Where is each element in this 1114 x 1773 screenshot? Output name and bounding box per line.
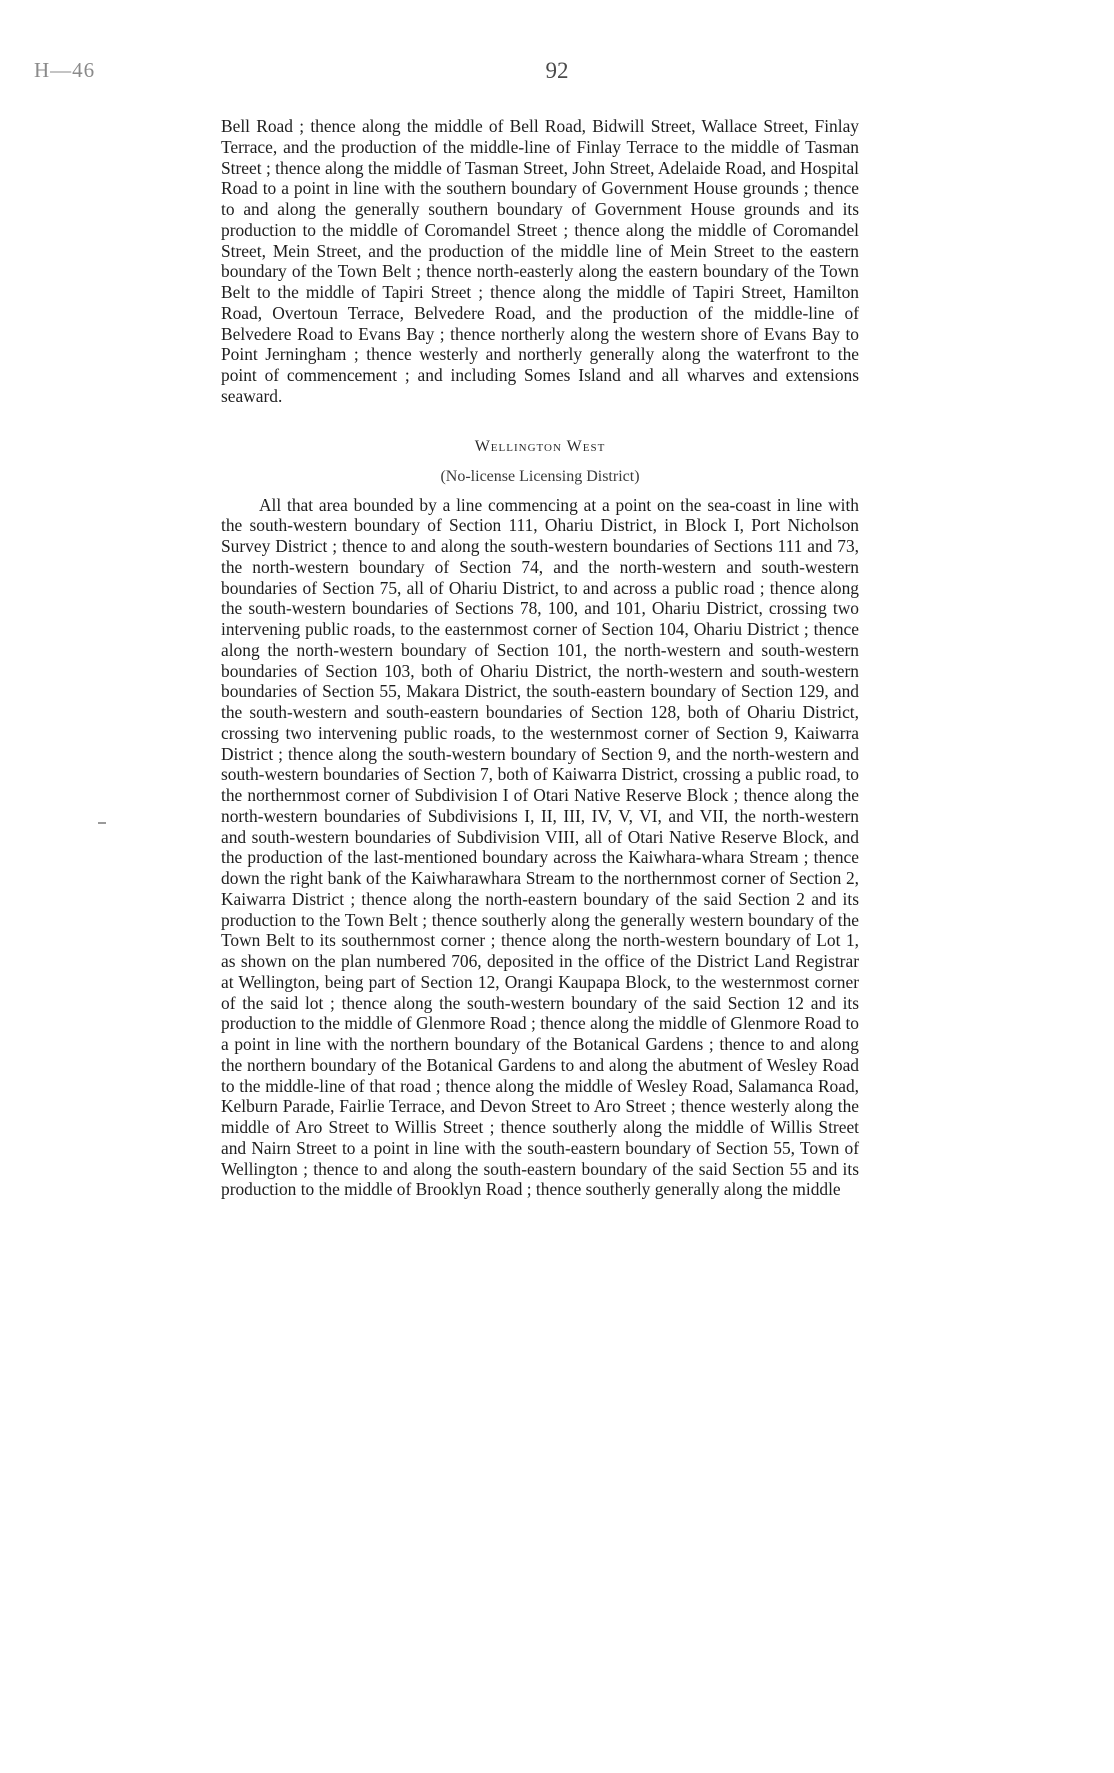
margin-mark (98, 822, 106, 824)
section-paragraph: All that area bounded by a line commencing at a point on the sea-coast in line with the south-western boundary of Section 111, Ohariu District, in Block I, Port Nicholson Survey District ; thence to and along the south-western boundaries of Sections 111 and 73, the north-western boundary of Section 74, and the north-western and south-western boundaries of Section 75, all of Ohariu District, to and across a public road ; thence along the south-western boundaries of Sections 78, 100, and 101, Ohariu District, crossing two intervening public roads, to the easternmost corner of Section 104, Ohariu District ; thence along the north-western boundary of Section 101, the north-western and south-western boundaries of Section 103, both of Ohariu District, the north-western and south-western boundaries of Section 55, Makara District, the south-eastern boundary of Section 129, and the south-western and south-eastern boundaries of Section 128, both of Ohariu District, crossing two intervening public roads, to the westernmost corner of Section 9, Kaiwarra District ; thence along the south-western boundary of Section 9, and the north-western and south-western boundaries of Section 7, both of Kaiwarra District, crossing a public road, to the northernmost corner of Subdivision I of Otari Native Reserve Block ; thence along the north-western boundaries of Subdivisions I, II, III, IV, V, VI, and VII, the north-western and south-western boundaries of Subdivision VIII, all of Otari Native Reserve Block, and the production of the last-mentioned boundary across the Kaiwhara-whara Stream ; thence down the right bank of the Kaiwharawhara Stream to the northernmost corner of Section 2, Kaiwarra District ; thence along the north-eastern boundary of the said Section 2 and its production to the Town Belt ; thence southerly along the generally western boundary of the Town Belt to its southernmost corner ; thence along the north-western boundary of Lot 1, as shown on the plan numbered 706, deposited in the office of the District Land Registrar at Wellington, being part of Section 12, Orangi Kaupapa Block, to the westernmost corner of the said lot ; thence along the south-western boundary of the said Section 12 and its production to the middle of Glenmore Road ; thence along the middle of Glenmore Road to a point in line with the northern boundary of the Botanical Gardens ; thence to and along the northern boundary of the Botanical Gardens to and along the abutment of Wesley Road to the middle-line of that road ; thence along the middle of Wesley Road, Salamanca Road, Kelburn Parade, Fairlie Terrace, and Devon Street to Aro Street ; thence westerly along the middle of Aro Street to Willis Street ; thence southerly along the middle of Willis Street and Nairn Street to a point in line with the south-eastern boundary of Section 55, Town of Wellington ; thence to and along the south-eastern boundary of the said Section 55 and its production to the middle of Brooklyn Road ; thence southerly generally along the middle (221, 494, 859, 1200)
section-heading: Wellington West (474, 437, 606, 455)
page-number: 92 (545, 58, 569, 83)
text-column (221, 116, 859, 1200)
page-ref: H—46 (34, 58, 96, 82)
continuation-paragraph: Bell Road ; thence along the middle of Bell Road, Bidwill Street, Wallace Street, Finlay Terrace, and the production of the middle-line of Finlay Terrace to the middle of Tasman Street ; thence along the middle of Tasman Street, John Street, Adelaide Road, and Hospital Road to a point in line with the southern boundary of Government House grounds ; thence to and along the generally southern boundary of Government House grounds and its production to the middle of Coromandel Street ; thence along the middle of Coromandel Street, Mein Street, and the production of the middle line of Mein Street to the eastern boundary of the Town Belt ; thence north-easterly along the eastern boundary of the Town Belt to the middle of Tapiri Street ; thence along the middle of Tapiri Street, Hamilton Road, Overtoun Terrace, Belvedere Road, and the production of the middle-line of Belvedere Road to Evans Bay ; thence northerly along the western shore of Evans Bay to Point Jerningham ; thence westerly and northerly generally along the waterfront to the point of commencement ; and including Somes Island and all wharves and extensions seaward. (221, 116, 859, 406)
section-subheading: (No-license Licensing District) (440, 467, 640, 485)
